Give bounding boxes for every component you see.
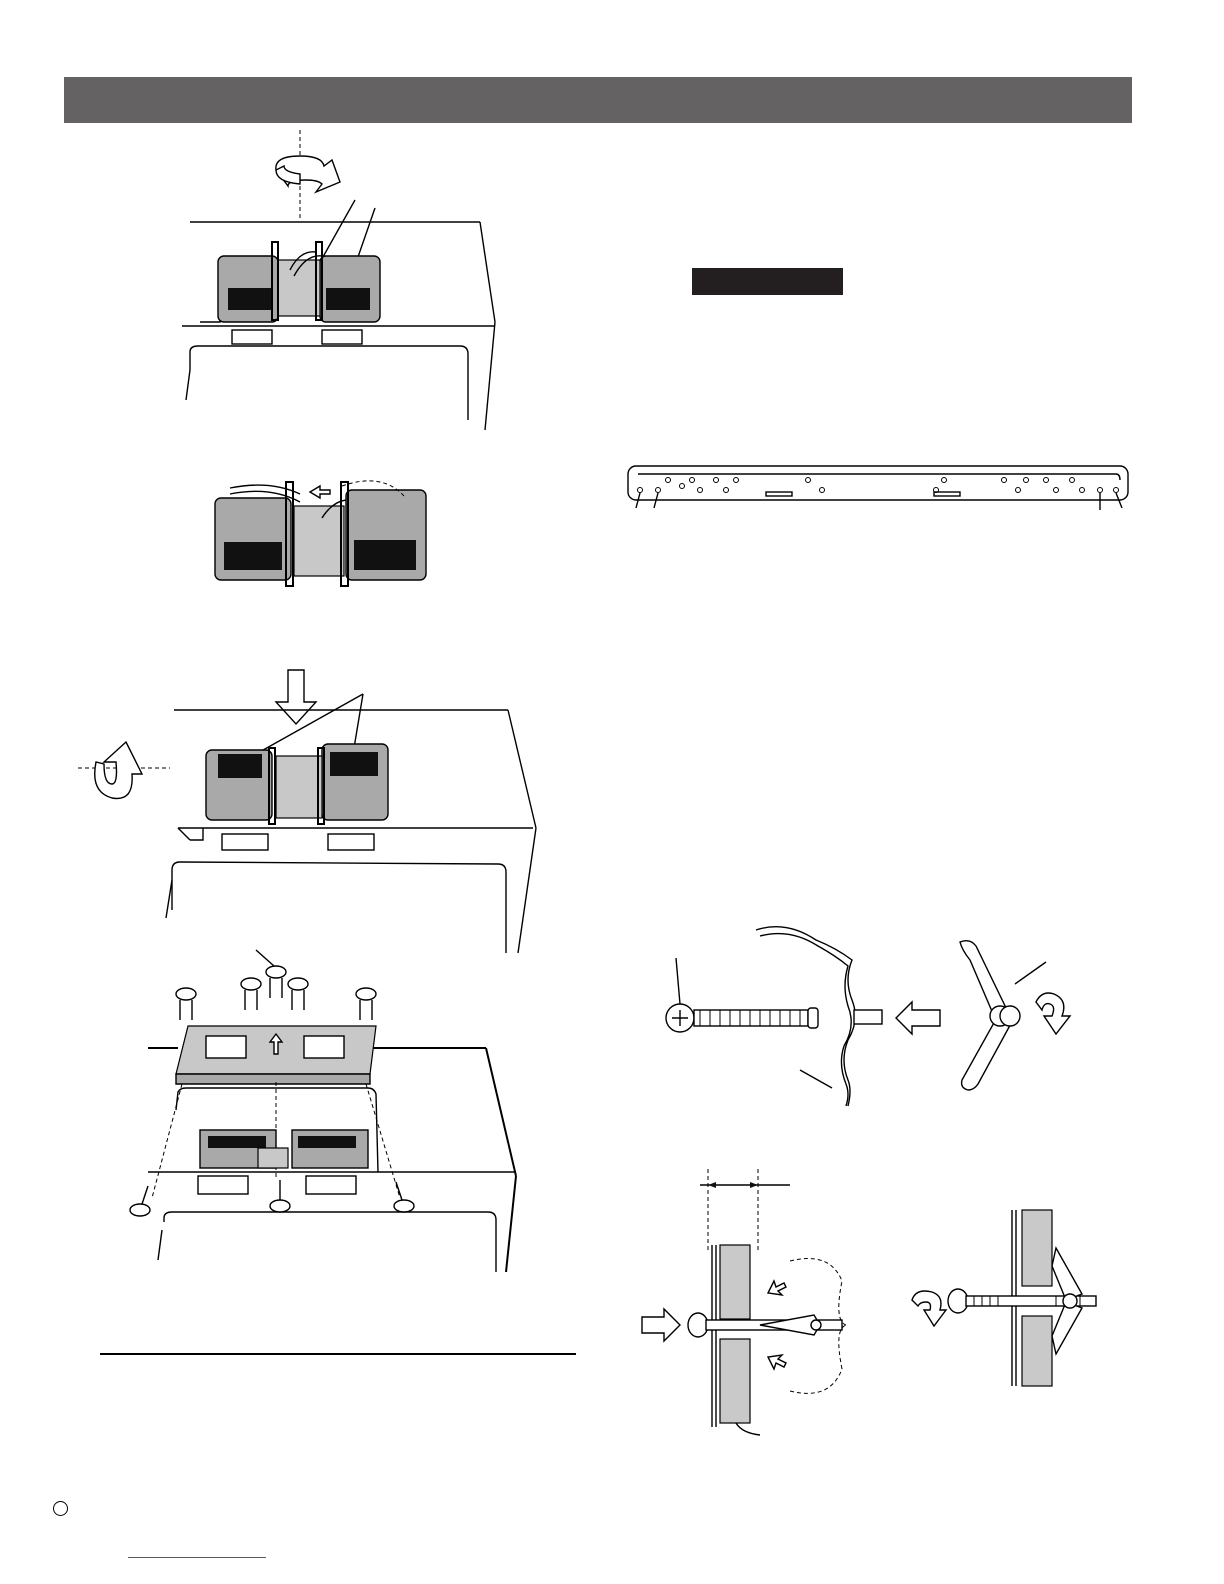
figure-blower-unit	[210, 470, 440, 590]
toggle-wing-icon	[960, 941, 1046, 1090]
rotate-arrow-icon	[78, 742, 170, 799]
figure-blower-rotate-cw	[180, 130, 500, 440]
figure-toggle-tightened-wall	[906, 1208, 1106, 1388]
figure-toggle-insert-wall	[640, 1165, 850, 1445]
rotate-arrow-icon	[1036, 993, 1070, 1034]
figure-mounting-plate-screws	[128, 950, 528, 1280]
screw-icon	[176, 966, 376, 1020]
rotate-arrow-icon	[276, 130, 340, 220]
label-box	[692, 268, 843, 295]
bolt-icon	[666, 1004, 818, 1032]
figure-blower-rotate-ccw	[78, 668, 548, 958]
push-arrow-icon	[896, 1002, 940, 1034]
push-arrow-icon	[276, 670, 316, 724]
push-arrow-icon	[642, 1309, 680, 1341]
circle-icon	[53, 1501, 68, 1516]
figure-mounting-rail	[626, 462, 1132, 514]
screw-icon	[130, 1180, 414, 1216]
section-divider	[100, 1353, 576, 1355]
rotate-arrow-icon	[912, 1291, 946, 1326]
figure-toggle-bolt	[660, 920, 1090, 1110]
link-underline[interactable]	[128, 1557, 266, 1558]
section-header-bar	[64, 77, 1132, 123]
